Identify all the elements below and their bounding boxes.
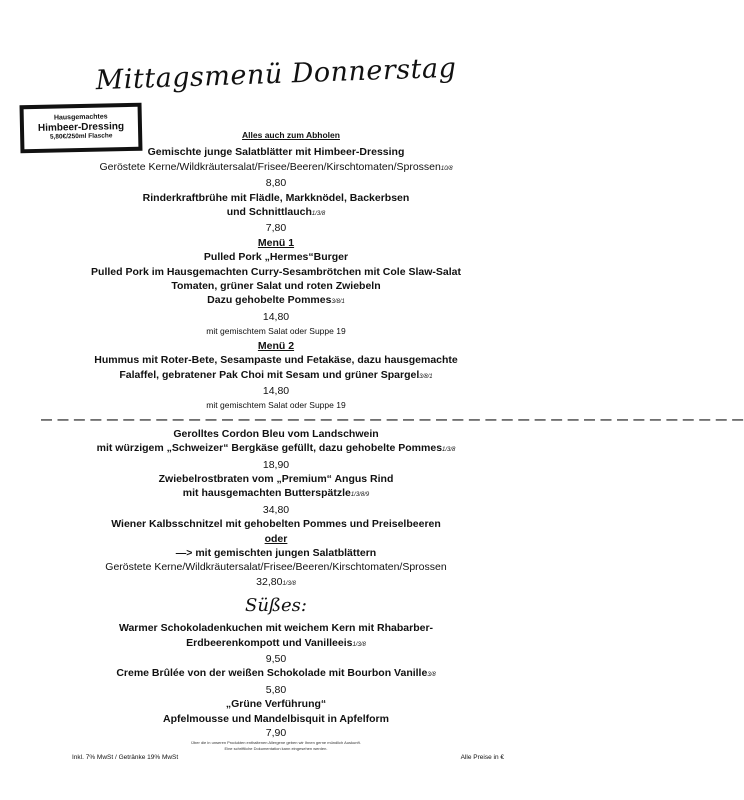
cordon-line-1: Gerolltes Cordon Bleu vom Landschwein [173, 427, 379, 440]
creme-price: 5,80 [265, 683, 287, 696]
salad-price: 8,80 [265, 177, 287, 190]
promo-line-1: Hausgemachtes [53, 113, 108, 122]
allergen-code: 1/3/8 [282, 580, 296, 587]
allergen-fineprint-2: Eine schriftliche Dokumentation kann eingesehen werden. [224, 746, 328, 752]
soup-price: 7,80 [265, 222, 287, 235]
roast-line-2: mit hausgemachten Butterspätzle1/3/8/9 [182, 487, 370, 500]
menu1-note: mit gemischtem Salat oder Suppe 19 [206, 326, 346, 337]
schnitzel-line-2: —> mit gemischten jungen Salatblättern [175, 546, 377, 559]
menu1-line-3: Tomaten, grüner Salat und roten Zwiebeln [171, 280, 381, 293]
menu1-line-1: Pulled Pork „Hermes“Burger [203, 251, 349, 264]
menu1-line-2: Pulled Pork im Hausgemachten Curry-Sesambrötchen mit Cole Slaw-Salat [91, 265, 461, 278]
allergen-code: 3/8/1 [419, 373, 433, 380]
menu1-price: 14,80 [262, 310, 290, 323]
dashed-divider: — — — — — — — — — — — — — — — — — — — — — — — — — — — — — — — — — — — — — — — — — — — [41, 413, 744, 426]
allergen-code: 1/3/8 [352, 641, 366, 648]
cake-line-1: Warmer Schokoladenkuchen mit weichem Kern mit Rhabarber- [118, 622, 434, 635]
cordon-line-2: mit würzigem „Schweizer“ Bergkäse gefüllt, dazu gehobelte Pommes1/3/8 [96, 442, 456, 455]
sweets-heading: Süßes: [245, 595, 307, 617]
creme-line: Creme Brûlée von der weißen Schokolade mit Bourbon Vanille3/8 [116, 667, 436, 680]
verfuehrung-price: 7,90 [265, 727, 287, 740]
menu2-heading: Menü 2 [257, 339, 295, 352]
verfuehrung-line-2: Apfelmousse und Mandelbisquit in Apfelform [163, 712, 389, 725]
takeaway-note: Alles auch zum Abholen [242, 130, 340, 140]
schnitzel-or: oder [264, 532, 288, 545]
menu-body [0, 128, 744, 752]
allergen-fineprint-1: Über die in unseren Produkten enthaltenen Allergene geben wir Ihnen gerne mündlich Auskunft. [191, 740, 361, 746]
salad-desc: Geröstete Kerne/Wildkräutersalat/Frisee/Beeren/Kirschtomaten/Sprossen10/8 [99, 160, 453, 173]
cake-line-2: Erdbeerenkompott und Vanilleeis1/3/8 [186, 636, 366, 649]
promo-line-2: Himbeer-Dressing [37, 121, 125, 134]
menu1-heading: Menü 1 [257, 236, 295, 249]
schnitzel-desc: Geröstete Kerne/Wildkräutersalat/Frisee/Beeren/Kirschtomaten/Sprossen [105, 561, 447, 574]
soup-line-2: und Schnittlauch1/3/8 [226, 206, 326, 219]
currency-note: Alle Preise in € [460, 754, 504, 761]
page-title: Mittagsmenü Donnerstag [95, 52, 457, 97]
menu2-line-2: Falaffel, gebratener Pak Choi mit Sesam und grüner Spargel3/8/1 [119, 368, 433, 381]
roast-price: 34,80 [262, 503, 290, 516]
allergen-code: 1/3/8 [311, 211, 326, 218]
allergen-code: 1/3/8/9 [350, 492, 370, 499]
verfuehrung-line-1: „Grüne Verführung“ [225, 698, 327, 711]
allergen-code: 3/8/1 [331, 299, 345, 306]
cake-price: 9,50 [265, 653, 287, 665]
menu2-line-1: Hummus mit Roter-Bete, Sesampaste und Fetakäse, dazu hausgemachte [94, 354, 458, 367]
menu2-note: mit gemischtem Salat oder Suppe 19 [206, 400, 346, 411]
allergen-code: 3/8 [427, 672, 436, 679]
vat-note: Inkl. 7% MwSt / Getränke 19% MwSt [72, 754, 179, 761]
allergen-code: 1/3/8 [442, 447, 456, 454]
salad-name: Gemischte junge Salatblätter mit Himbeer-Dressing [147, 146, 405, 159]
schnitzel-price: 32,801/3/8 [256, 575, 296, 588]
allergen-code: 10/8 [440, 165, 453, 172]
promo-line-3: 5,80€/250ml Flasche [49, 132, 113, 141]
schnitzel-line-1: Wiener Kalbsschnitzel mit gehobelten Pommes und Preiselbeeren [111, 518, 441, 531]
soup-line-1: Rinderkraftbrühe mit Flädle, Markknödel, Backerbsen [142, 191, 410, 204]
menu1-line-4: Dazu gehobelte Pommes3/8/1 [207, 294, 345, 307]
menu2-price: 14,80 [262, 384, 290, 397]
roast-line-1: Zwiebelrostbraten vom „Premium“ Angus Rind [158, 472, 394, 485]
cordon-price: 18,90 [262, 458, 290, 471]
